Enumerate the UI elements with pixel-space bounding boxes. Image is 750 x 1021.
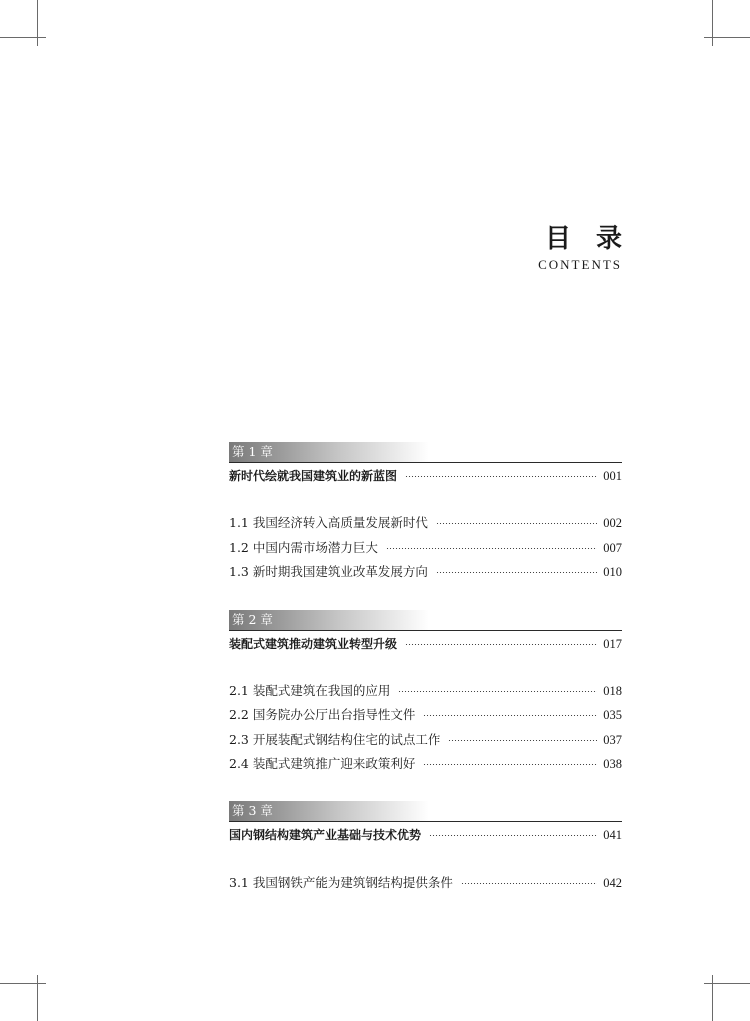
page-subtitle: CONTENTS [538, 257, 622, 272]
crop-mark [37, 0, 38, 46]
section-title: 2.4 装配式建筑推广迎来政策利好 [229, 756, 416, 771]
leader-dots [398, 691, 597, 692]
page-number: 037 [603, 733, 622, 747]
page-number: 042 [603, 876, 622, 890]
page-title: 目 录 [544, 224, 630, 254]
leader-dots [436, 572, 597, 573]
page-number: 001 [603, 469, 622, 483]
page-number: 018 [603, 684, 622, 698]
chapter-rule [229, 821, 622, 822]
page-number: 041 [603, 828, 622, 842]
page-number: 017 [603, 637, 622, 651]
leader-dots [423, 764, 597, 765]
page-number: 010 [603, 565, 622, 579]
chapter-title: 新时代绘就我国建筑业的新蓝图 [229, 469, 398, 483]
page-number: 038 [603, 757, 622, 771]
section-entry[interactable] [229, 754, 622, 774]
section-title: 2.1 装配式建筑在我国的应用 [229, 683, 391, 698]
page-number: 035 [603, 708, 622, 722]
chapter-title: 国内钢结构建筑产业基础与技术优势 [229, 828, 422, 842]
crop-mark [0, 37, 46, 38]
crop-mark [704, 983, 750, 984]
contents-title-block [538, 222, 630, 274]
leader-dots [405, 644, 597, 645]
section-title: 1.2 中国内需市场潜力巨大 [229, 540, 378, 555]
section-entry[interactable] [229, 873, 622, 893]
crop-mark [704, 37, 750, 38]
leader-dots [423, 715, 597, 716]
chapter-tab: 第 1 章 [229, 442, 429, 462]
leader-dots [461, 883, 597, 884]
page-number: 002 [603, 516, 622, 530]
section-entry[interactable] [229, 730, 622, 750]
leader-dots [429, 835, 597, 836]
section-entry[interactable] [229, 705, 622, 725]
section-entry[interactable] [229, 681, 622, 701]
section-entry[interactable] [229, 513, 622, 533]
section-title: 1.1 我国经济转入高质量发展新时代 [229, 515, 428, 530]
chapter-rule [229, 630, 622, 631]
leader-dots [386, 548, 597, 549]
chapter-entry[interactable] [229, 825, 622, 845]
leader-dots [436, 523, 597, 524]
crop-mark [37, 975, 38, 1021]
chapter-entry[interactable] [229, 634, 622, 654]
section-entry[interactable] [229, 538, 622, 558]
leader-dots [405, 476, 597, 477]
crop-mark [0, 983, 46, 984]
section-title: 3.1 我国钢铁产能为建筑钢结构提供条件 [229, 875, 453, 890]
chapter-tab: 第 2 章 [229, 610, 429, 630]
section-entry[interactable] [229, 562, 622, 582]
crop-mark [712, 975, 713, 1021]
chapter-title: 装配式建筑推动建筑业转型升级 [229, 637, 398, 651]
leader-dots [448, 740, 597, 741]
chapter-tab: 第 3 章 [229, 801, 429, 821]
section-title: 1.3 新时期我国建筑业改革发展方向 [229, 564, 428, 579]
crop-mark [712, 0, 713, 46]
section-title: 2.2 国务院办公厅出台指导性文件 [229, 707, 416, 722]
chapter-entry[interactable] [229, 466, 622, 486]
page-number: 007 [603, 541, 622, 555]
chapter-rule [229, 462, 622, 463]
section-title: 2.3 开展装配式钢结构住宅的试点工作 [229, 732, 441, 747]
